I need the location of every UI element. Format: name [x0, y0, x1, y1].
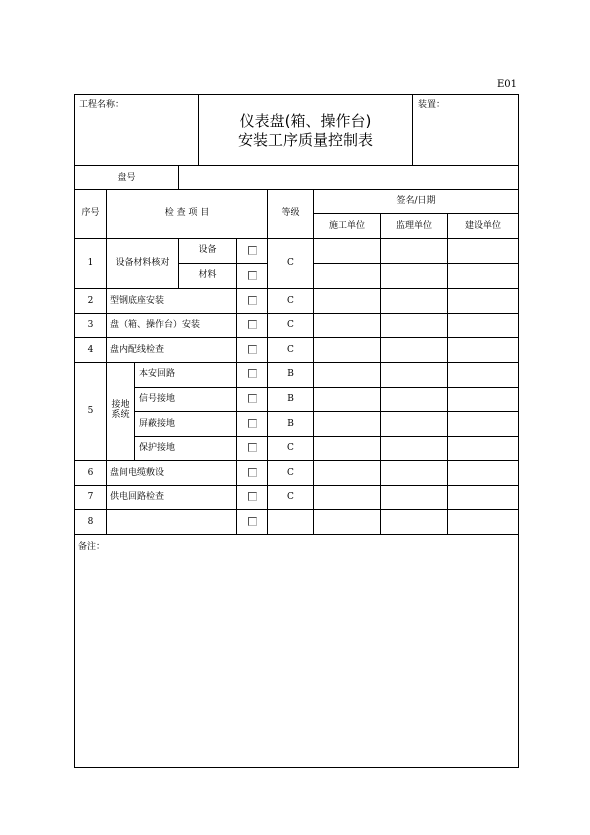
row-5-sub-protective: 保护接地 — [139, 443, 176, 453]
row-8-checkbox[interactable] — [248, 517, 257, 526]
row-5-protective-checkbox[interactable] — [248, 443, 257, 452]
row-2-grade: C — [287, 296, 294, 306]
row-2-checkbox[interactable] — [248, 296, 257, 305]
row-4-grade: C — [287, 345, 294, 355]
row-3-grade: C — [287, 320, 294, 330]
row-1-material-checkbox[interactable] — [248, 271, 257, 280]
row-4-no: 4 — [87, 345, 94, 355]
row-5-intrinsic-grade: B — [287, 369, 294, 379]
row-2-no: 2 — [87, 296, 94, 306]
col-construction: 施工单位 — [328, 221, 365, 231]
col-seq: 序号 — [81, 208, 100, 218]
row-7-checkbox[interactable] — [248, 492, 257, 501]
row-1-item: 设备材料核对 — [115, 258, 170, 268]
col-sign-date: 签名/日期 — [396, 196, 436, 206]
row-1-no: 1 — [87, 258, 94, 268]
row-1-sub-material: 材料 — [198, 270, 217, 280]
row-5-sub-intrinsic: 本安回路 — [139, 369, 176, 379]
row-5-sub-shield: 屏蔽接地 — [139, 419, 176, 429]
row-8-no: 8 — [87, 517, 94, 527]
row-5-signal-grade: B — [287, 394, 294, 404]
row-5-sub-signal: 信号接地 — [139, 394, 176, 404]
form-title-line2: 安装工序质量控制表 — [237, 131, 373, 149]
remarks-label: 备注： — [78, 542, 106, 552]
row-7-item: 供电回路检查 — [110, 492, 165, 502]
row-2-item: 型钢底座安装 — [110, 296, 165, 306]
row-5-group-line2: 系统 — [111, 410, 130, 420]
row-5-shield-checkbox[interactable] — [248, 419, 257, 428]
row-5-protective-grade: C — [287, 443, 294, 453]
form-code: E01 — [497, 79, 518, 90]
project-name-label: 工程名称： — [79, 100, 125, 110]
row-6-checkbox[interactable] — [248, 468, 257, 477]
row-7-grade: C — [287, 492, 294, 502]
row-1-sub-equipment: 设备 — [198, 245, 217, 255]
col-item: 检 查 项 目 — [164, 208, 210, 218]
panel-no-label: 盘号 — [117, 173, 136, 183]
form-title-line1: 仪表盘(箱、操作台) — [239, 112, 372, 130]
row-4-checkbox[interactable] — [248, 345, 257, 354]
row-5-group-line1: 接地 — [111, 400, 130, 410]
remarks-field[interactable] — [76, 554, 517, 765]
row-3-checkbox[interactable] — [248, 320, 257, 329]
row-1-grade: C — [287, 258, 294, 268]
row-3-item: 盘（箱、操作台）安装 — [110, 320, 201, 330]
row-5-shield-grade: B — [287, 419, 294, 429]
row-6-no: 6 — [87, 468, 94, 478]
col-owner: 建设单位 — [464, 221, 501, 231]
col-supervision: 监理单位 — [395, 221, 432, 231]
row-1-equipment-checkbox[interactable] — [248, 246, 257, 255]
row-4-item: 盘内配线检查 — [110, 345, 165, 355]
row-5-intrinsic-checkbox[interactable] — [248, 369, 257, 378]
row-6-grade: C — [287, 468, 294, 478]
device-label: 装置： — [418, 100, 446, 110]
row-5-signal-checkbox[interactable] — [248, 394, 257, 403]
row-6-item: 盘间电缆敷设 — [110, 468, 165, 478]
row-3-no: 3 — [87, 320, 94, 330]
panel-no-field[interactable] — [180, 167, 517, 188]
col-grade: 等级 — [281, 208, 300, 218]
row-5-no: 5 — [87, 406, 94, 416]
row-7-no: 7 — [87, 492, 94, 502]
